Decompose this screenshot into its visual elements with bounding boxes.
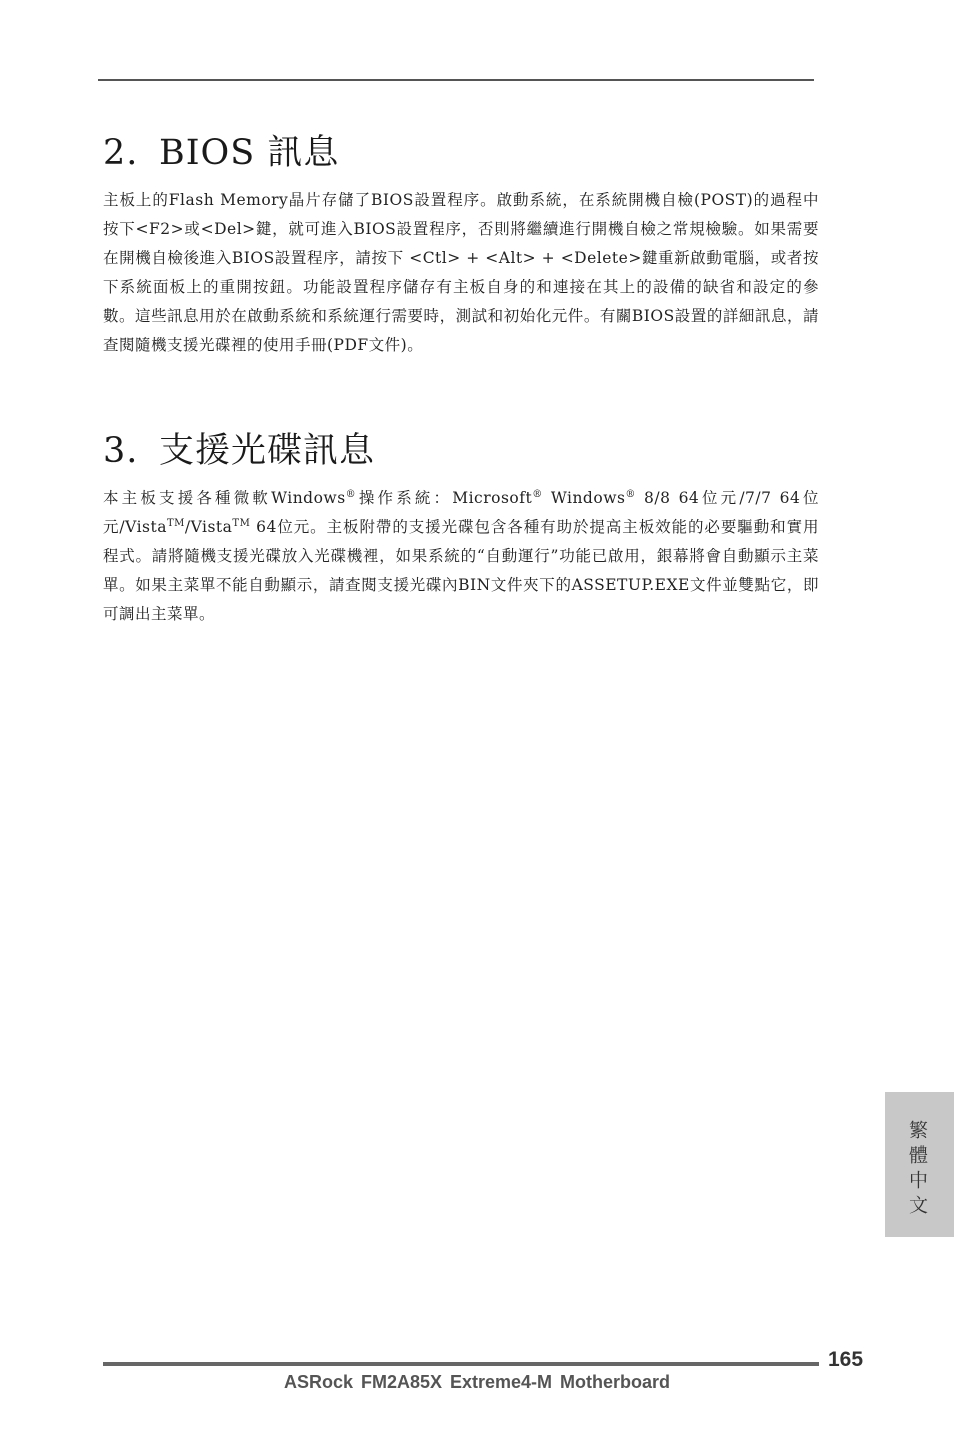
top-rule (98, 79, 814, 81)
footer-rule (103, 1362, 819, 1366)
section-bios-info (103, 130, 819, 360)
section-body-support-cd (103, 484, 819, 629)
page-number: 165 (828, 1348, 864, 1371)
body-text: 操作系統：Microsoft (356, 489, 533, 507)
language-label: 繁體中文 (906, 1120, 928, 1220)
section-title: 支援光碟訊息 (159, 431, 376, 471)
section-heading-bios (103, 130, 819, 176)
registered-mark: ® (625, 488, 636, 500)
registered-mark: ® (345, 488, 357, 500)
trademark-mark: TM (166, 517, 185, 529)
language-side-tab (885, 1092, 954, 1237)
registered-mark: ® (532, 488, 543, 500)
section-number: 3. (103, 431, 139, 471)
section-support-cd-info (103, 428, 819, 629)
body-text: 8/8 64位元/7/7 64位元/Vista (103, 489, 819, 536)
section-number: 2. (103, 133, 139, 173)
section-heading-support-cd (103, 428, 819, 474)
section-body-bios: 主板上的Flash Memory晶片存儲了BIOS設置程序。啟動系統，在系統開機自檢(POST)的過程中按下<F2>或<Del>鍵，就可進入BIOS設置程序，否則將繼續進行開機自檢之常規檢驗。如果需要在開機自檢後進入BIOS設置程序，請按下 <Ctl> + <Alt> + <Delete>鍵重新啟動電腦，或者按下系統面板上的重開按鈕。功能設置程序儲存有主板自身的和連接在其上的設備的缺省和設定的參數。這些訊息用於在啟動系統和系統運行需要時，測試和初始化元件。有關BIOS設置的詳細訊息，請查閱隨機支援光碟裡的使用手冊(PDF文件)。 (103, 191, 819, 354)
footer-title: ASRock FM2A85X Extreme4-M Motherboard (283, 1372, 671, 1392)
body-text: 本主板支援各種微軟Windows (103, 489, 346, 507)
section-title: BIOS 訊息 (159, 133, 340, 173)
body-text: 64位元。主板附帶的支援光碟包含各種有助於提高主板效能的必要驅動和實用程式。請將隨機支援光碟放入光碟機裡，如果系統的“自動運行”功能已啟用，銀幕將會自動顯示主菜單。如果主菜單不能自動顯示，請查閱支援光碟內BIN文件夾下的ASSETUP.EXE文件並雙點它，即可調出主菜單。 (103, 518, 819, 623)
body-text: /Vista (184, 518, 233, 536)
trademark-mark: TM (232, 517, 251, 529)
body-text: Windows (542, 489, 626, 507)
